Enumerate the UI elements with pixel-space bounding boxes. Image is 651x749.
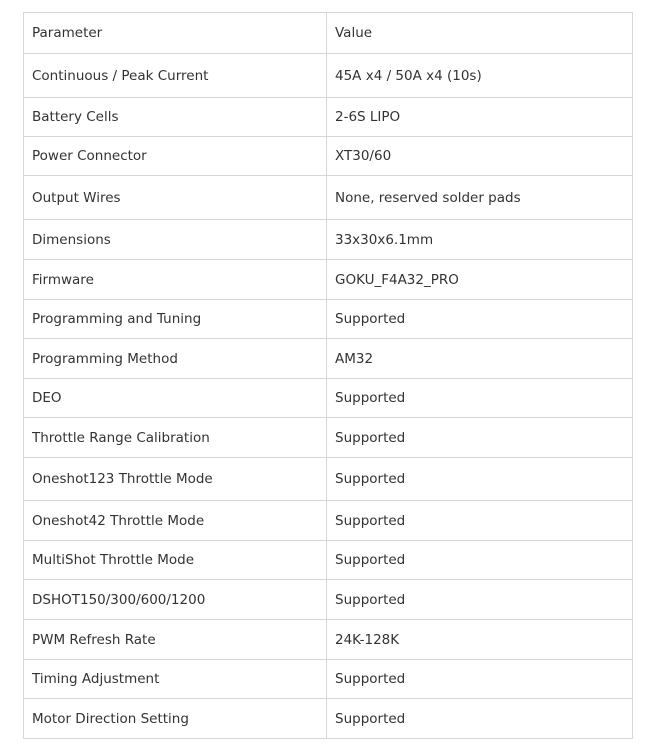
table-row (24, 580, 633, 620)
row-value: GOKU_F4A32_PRO (327, 260, 633, 300)
table-header-row (24, 13, 633, 54)
row-value: Supported (327, 660, 633, 699)
row-value: Supported (327, 458, 633, 501)
row-parameter: Programming Method (24, 339, 327, 379)
row-parameter: Power Connector (24, 137, 327, 176)
row-parameter: Continuous / Peak Current (24, 54, 327, 98)
table-row (24, 418, 633, 458)
table-row (24, 660, 633, 699)
row-value: Supported (327, 300, 633, 339)
table-row (24, 379, 633, 418)
row-parameter: Timing Adjustment (24, 660, 327, 699)
row-value: Supported (327, 379, 633, 418)
table-row (24, 98, 633, 137)
spec-table (23, 12, 633, 739)
table-row (24, 501, 633, 541)
header-parameter: Parameter (24, 13, 327, 54)
row-parameter: Oneshot42 Throttle Mode (24, 501, 327, 541)
table-row (24, 54, 633, 98)
row-parameter: DEO (24, 379, 327, 418)
table-row (24, 458, 633, 501)
table-row (24, 620, 633, 660)
row-parameter: Output Wires (24, 176, 327, 220)
row-parameter: Throttle Range Calibration (24, 418, 327, 458)
row-value: Supported (327, 541, 633, 580)
row-parameter: Programming and Tuning (24, 300, 327, 339)
header-value: Value (327, 13, 633, 54)
row-value: None, reserved solder pads (327, 176, 633, 220)
row-parameter: DSHOT150/300/600/1200 (24, 580, 327, 620)
row-value: 45A x4 / 50A x4 (10s) (327, 54, 633, 98)
row-value: Supported (327, 418, 633, 458)
row-parameter: Motor Direction Setting (24, 699, 327, 739)
row-parameter: Battery Cells (24, 98, 327, 137)
row-value: Supported (327, 699, 633, 739)
table-row (24, 699, 633, 739)
row-value: Supported (327, 580, 633, 620)
table-row (24, 176, 633, 220)
row-value: 24K-128K (327, 620, 633, 660)
row-value: Supported (327, 501, 633, 541)
table-row (24, 541, 633, 580)
table-row (24, 339, 633, 379)
row-value: XT30/60 (327, 137, 633, 176)
row-parameter: MultiShot Throttle Mode (24, 541, 327, 580)
table-row (24, 220, 633, 260)
table-row (24, 137, 633, 176)
row-parameter: PWM Refresh Rate (24, 620, 327, 660)
row-value: 33x30x6.1mm (327, 220, 633, 260)
row-value: AM32 (327, 339, 633, 379)
table-row (24, 300, 633, 339)
table-row (24, 260, 633, 300)
row-parameter: Dimensions (24, 220, 327, 260)
row-value: 2-6S LIPO (327, 98, 633, 137)
row-parameter: Firmware (24, 260, 327, 300)
row-parameter: Oneshot123 Throttle Mode (24, 458, 327, 501)
